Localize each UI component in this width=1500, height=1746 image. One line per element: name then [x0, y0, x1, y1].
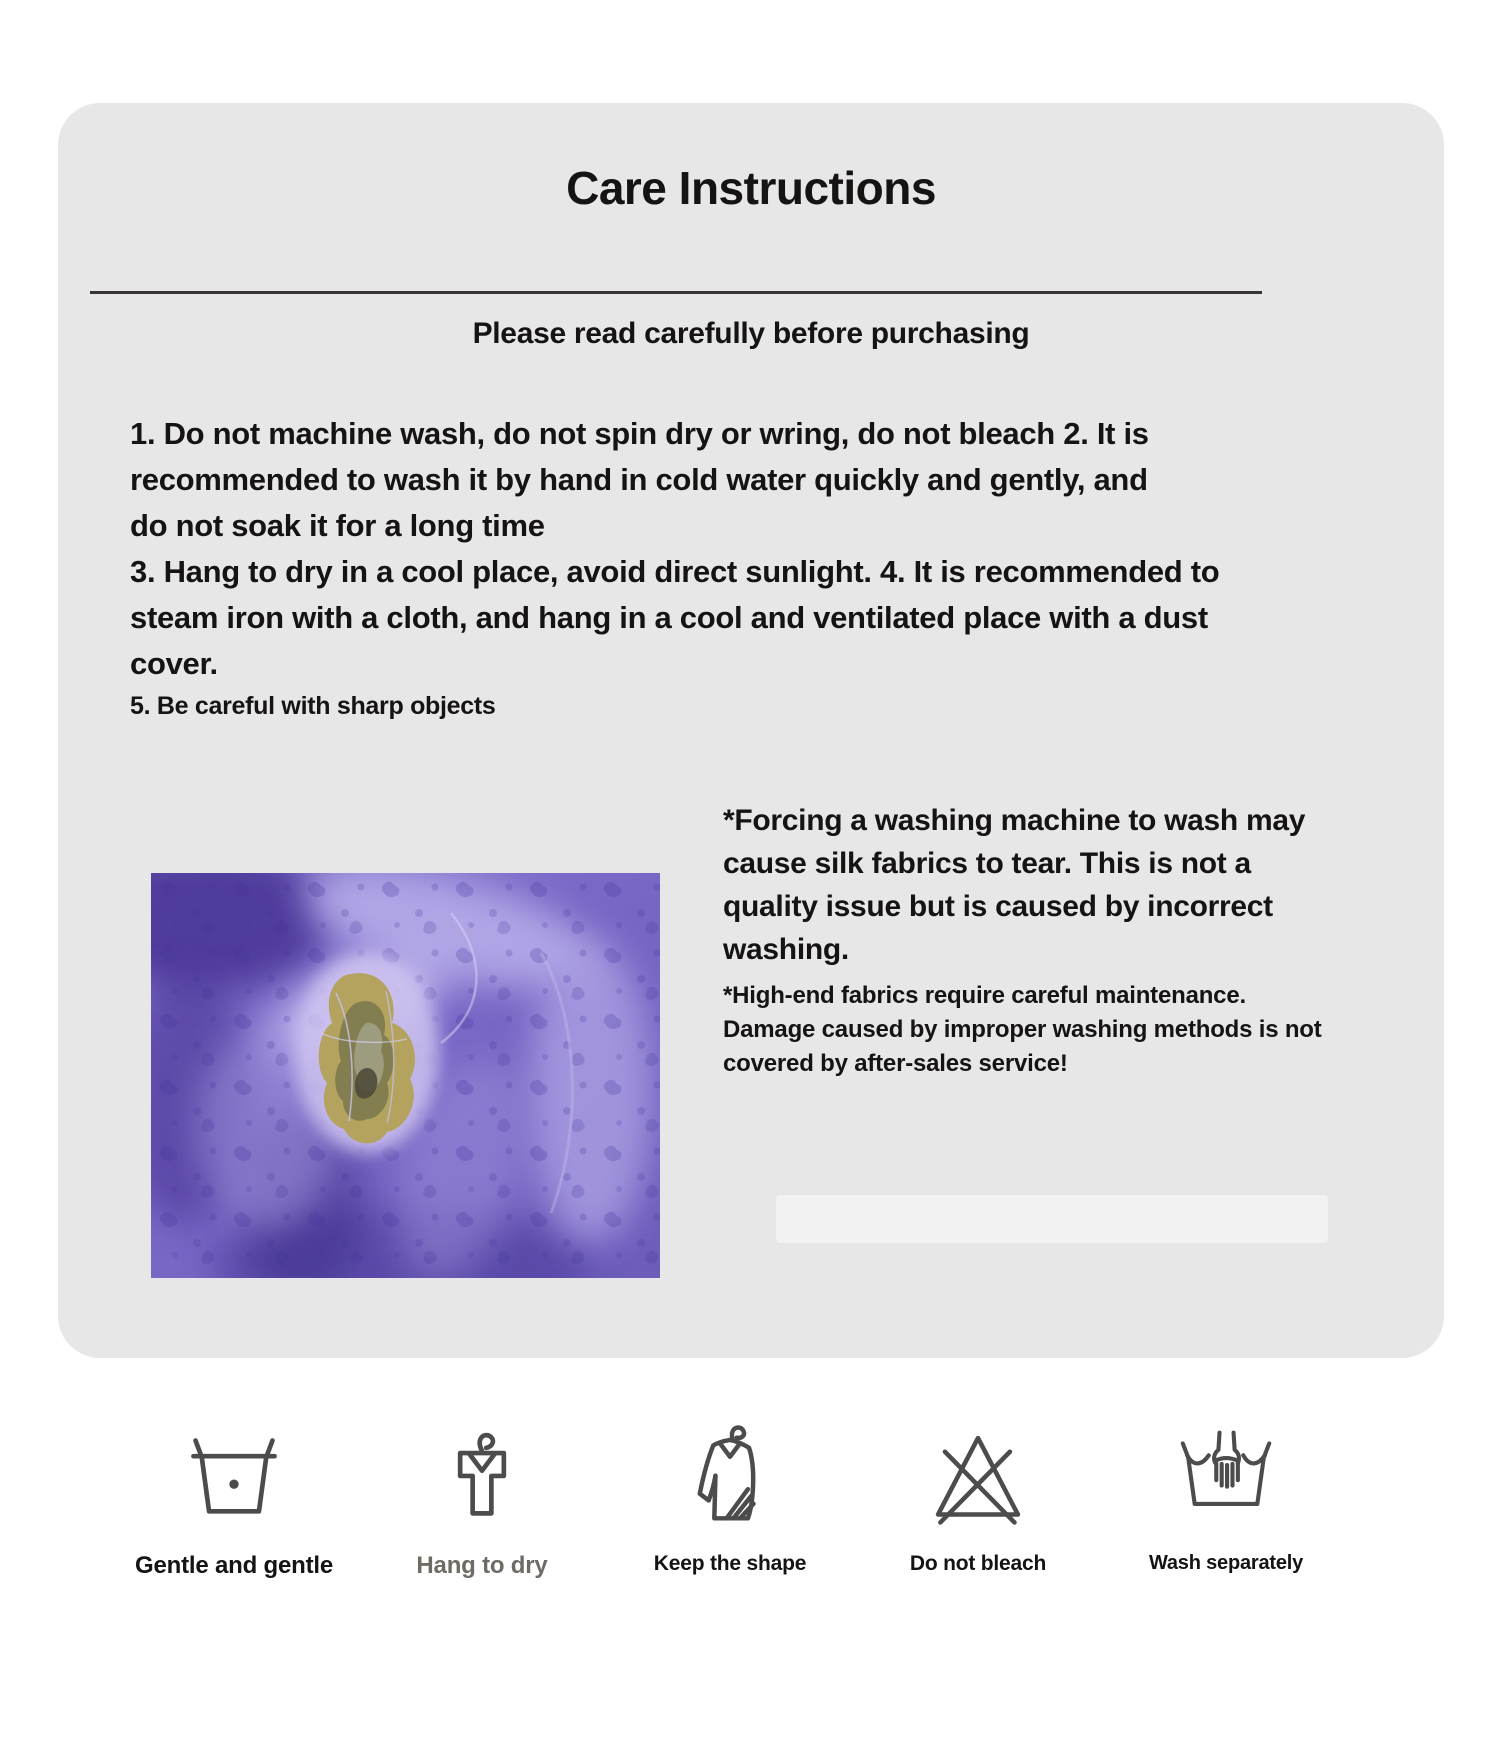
care-line: recommended to wash it by hand in cold water quickly and gently, and: [130, 462, 1148, 497]
care-line: do not soak it for a long time: [130, 508, 545, 543]
care-line: 3. Hang to dry in a cool place, avoid direct sunlight. 4. It is recommended to: [130, 554, 1220, 589]
fabric-photo-graphic: [151, 873, 660, 1278]
care-symbol-gentle-wash: [110, 1408, 358, 1580]
care-line: steam iron with a cloth, and hang in a cool and ventilated place with a dust: [130, 600, 1208, 635]
hang-dry-icon: [430, 1408, 534, 1548]
gentle-wash-icon: [182, 1408, 286, 1548]
care-paragraph-3: 5. Be careful with sharp objects: [130, 692, 496, 720]
care-card: [58, 103, 1444, 1358]
care-symbol-label: Keep the shape: [653, 1552, 807, 1575]
divider-line: [90, 291, 1262, 294]
care-symbol-no-bleach: [854, 1408, 1102, 1580]
warning-primary: [723, 799, 1305, 971]
care-symbol-hand-wash: [1102, 1408, 1350, 1580]
no-bleach-icon: [920, 1408, 1036, 1548]
page-title: Care Instructions: [566, 162, 936, 214]
keep-shape-icon: [674, 1408, 786, 1548]
warning-line: *High-end fabrics require careful maintenance.: [723, 982, 1246, 1009]
hand-wash-icon: [1170, 1408, 1282, 1548]
subtitle: Please read carefully before purchasing: [472, 317, 1030, 350]
warning-line: cause silk fabrics to tear. This is not a: [723, 847, 1251, 880]
warning-line: quality issue but is caused by incorrect: [723, 890, 1273, 923]
warning-line: Damage caused by improper washing methods is not: [723, 1016, 1322, 1043]
care-symbol-label: Hang to dry: [416, 1552, 548, 1579]
care-symbol-keep-shape: [606, 1408, 854, 1580]
care-symbols-row: [110, 1408, 1350, 1580]
care-line: 1. Do not machine wash, do not spin dry or wring, do not bleach 2. It is: [130, 416, 1149, 451]
fabric-damage-photo: [151, 873, 660, 1278]
warning-secondary: [723, 979, 1322, 1081]
care-line: cover.: [130, 646, 218, 681]
warning-line: washing.: [723, 933, 849, 966]
care-paragraph-2: [130, 549, 1219, 687]
warning-line: covered by after-sales service!: [723, 1050, 1068, 1077]
warning-line: *Forcing a washing machine to wash may: [723, 804, 1306, 837]
care-symbol-hang-dry: [358, 1408, 606, 1580]
care-symbol-label: Do not bleach: [909, 1552, 1047, 1575]
care-symbol-label: Wash separately: [1148, 1552, 1304, 1574]
care-paragraph-1: [130, 411, 1149, 549]
faded-watermark-band: [776, 1195, 1328, 1243]
care-symbol-label: Gentle and gentle: [135, 1552, 333, 1579]
